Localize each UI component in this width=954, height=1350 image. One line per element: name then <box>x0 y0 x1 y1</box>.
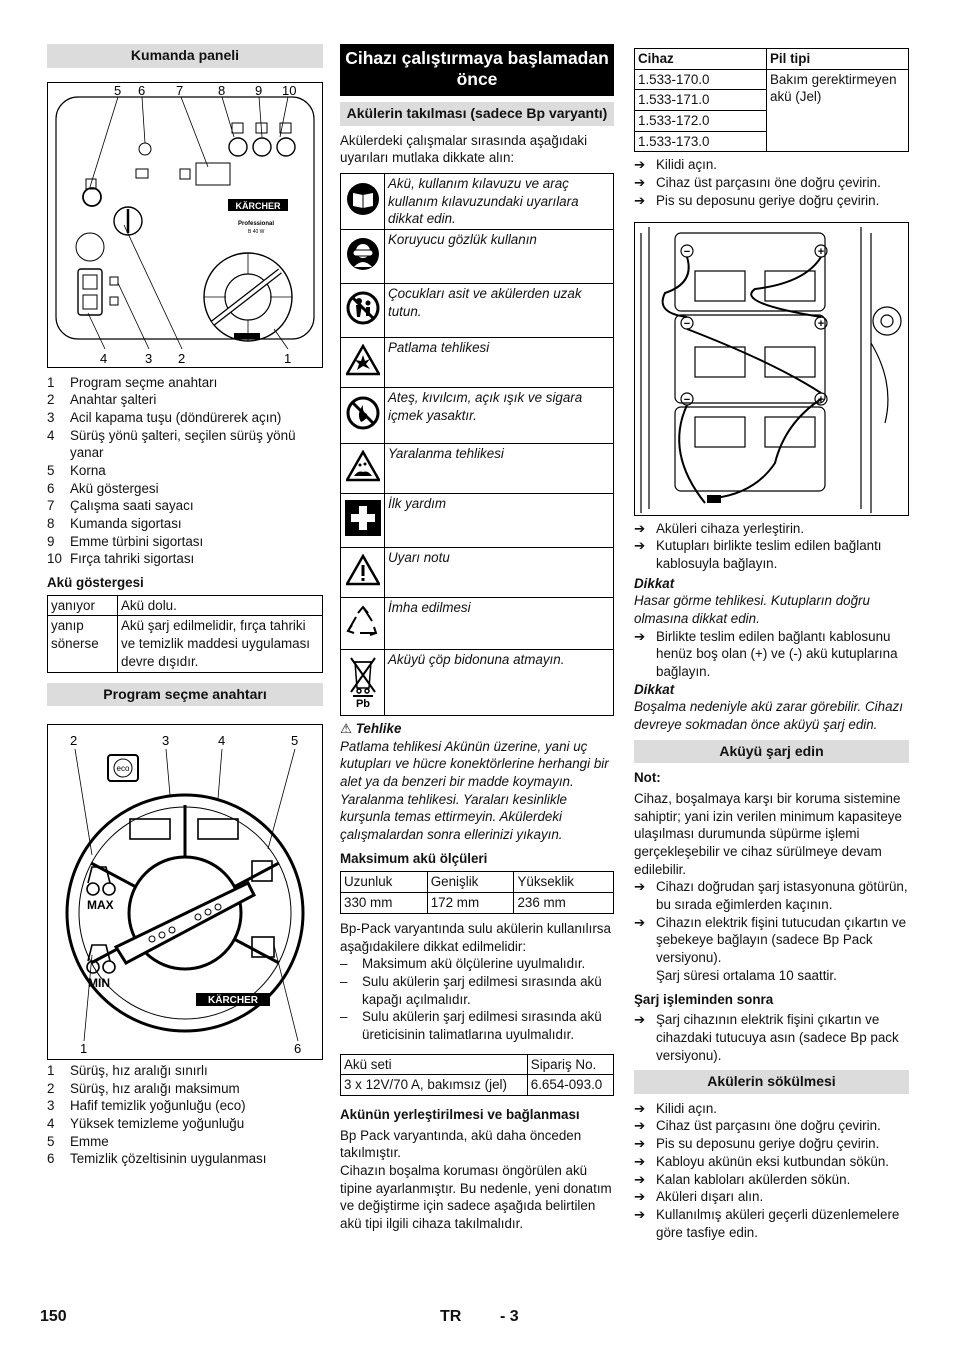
plus-terminal: + <box>817 393 825 406</box>
callout-6: 6 <box>138 82 146 98</box>
control-panel-list <box>47 374 323 569</box>
control-panel-heading: Kumanda paneli <box>47 44 323 68</box>
minus-terminal: − <box>683 245 691 258</box>
list-item: ➔ Kalan kabloları akülerden sökün. <box>634 1171 851 1187</box>
danger-triangle-icon: ⚠ <box>340 720 353 736</box>
no-trash-bin-icon <box>346 652 380 708</box>
list-item: 3 Acil kapama tuşu (döndürerek açın) <box>47 409 282 425</box>
panel-model-1: Professional <box>238 220 275 227</box>
list-item: 2 Anahtar şalteri <box>47 392 157 408</box>
placement-text-1: Bp Pack varyantında, akü daha önceden takılmıştır. <box>340 1127 582 1161</box>
arrow-right-icon: ➔ <box>634 1153 646 1169</box>
list-item: 4 Yüksek temizleme yoğunluğu <box>47 1116 245 1132</box>
panel-model-2: B 40 W <box>248 228 265 235</box>
steps-open <box>634 156 909 209</box>
callout-8: 8 <box>218 82 226 98</box>
caution-2-title: Dikkat <box>634 681 675 697</box>
callout-3: 3 <box>145 350 153 366</box>
column-left <box>47 44 323 1168</box>
keep-children-away-icon <box>346 291 380 325</box>
table-row: Pb Aküyü çöp bidonuna atmayın. <box>341 649 614 715</box>
arrow-right-icon: ➔ <box>634 1189 646 1205</box>
table-row: Akü, kullanım kılavuzu ve araç kullanım kılavuzundaki uyarılara dikkat edin. <box>341 173 614 229</box>
callout-7: 7 <box>176 82 184 98</box>
table-row: yanıyor Akü dolu. <box>48 595 323 616</box>
list-item: ➔ Aküleri cihaza yerleştirin. <box>634 520 805 536</box>
list-item: 5 Emme <box>47 1133 109 1149</box>
panel-brand: KÄRCHER <box>235 200 281 211</box>
arrow-right-icon: ➔ <box>634 157 646 173</box>
table-row: Çocukları asit ve akülerden uzak tutun. <box>341 283 614 337</box>
table-row: Yaralanma tehlikesi <box>341 443 614 493</box>
list-item: 9 Emme türbini sigortası <box>47 533 204 549</box>
note-title: Not: <box>634 770 661 786</box>
dial-callout-2: 2 <box>70 733 78 748</box>
arrow-right-icon: ➔ <box>634 538 646 554</box>
battery-compartment-figure <box>634 222 909 516</box>
table-row: Uzunluk Genişlik Yükseklik <box>341 872 614 893</box>
eco-label: eco <box>116 764 130 773</box>
list-item: ➔ Cihazı doğrudan şarj istasyonuna götürün, bu sırada eğimlerden kaçının. <box>634 879 908 913</box>
max-label: MAX <box>87 898 114 912</box>
charge-heading: Aküyü şarj edin <box>634 740 909 764</box>
dial-callout-3: 3 <box>162 733 170 748</box>
column-right <box>634 44 909 1241</box>
page-number: 150 <box>40 1308 67 1325</box>
note-text: Cihaz, boşalmaya karşı bir koruma sistemine sahiptir; yani izin verilen minimum kapasiteye ulaşılması durumunda süpürme işlemi gerçekleşebilir ve cihaz sürülmeye devam edilebilir. <box>634 790 902 877</box>
battery-indicator-heading: Akü göstergesi <box>47 575 144 591</box>
arrow-right-icon: ➔ <box>634 1012 646 1028</box>
list-item: ➔ Cihaz üst parçasını öne doğru çevirin. <box>634 1118 881 1134</box>
minus-terminal: − <box>683 393 691 406</box>
list-item: – Maksimum akü ölçülerine uyulmalıdır. <box>340 956 586 972</box>
list-item: 6 Temizlik çözeltisinin uygulanması <box>47 1151 267 1167</box>
table-row: 3 x 12V/70 A, bakımsız (jel) 6.654-093.0 <box>341 1075 614 1096</box>
list-item: ➔ Aküleri dışarı alın. <box>634 1189 764 1205</box>
callout-2: 2 <box>178 350 186 366</box>
table-row: Koruyucu gözlük kullanın <box>341 229 614 283</box>
list-item: 8 Kumanda sigortası <box>47 516 182 531</box>
arrow-right-icon: ➔ <box>634 1136 646 1152</box>
table-row: 1.533-172.0 <box>635 111 909 132</box>
callout-9: 9 <box>255 82 263 98</box>
table-row: İlk yardım <box>341 493 614 547</box>
page-title: Cihazı çalıştırmaya başlamadan önce <box>340 44 614 96</box>
steps-charge <box>634 878 909 984</box>
battery-indicator-table <box>47 595 323 673</box>
dimensions-table <box>340 871 614 913</box>
list-item: 6 Akü göstergesi <box>47 480 159 496</box>
table-row: Uyarı notu <box>341 547 614 597</box>
language-code: TR <box>440 1308 462 1325</box>
arrow-right-icon: ➔ <box>634 1100 646 1116</box>
table-row: Akü seti Sipariş No. <box>341 1054 614 1075</box>
battery-set-table <box>340 1054 614 1096</box>
dial-callout-1: 1 <box>80 1041 88 1056</box>
battery-type-table <box>634 48 909 152</box>
pb-label: Pb <box>355 698 370 709</box>
no-fire-icon <box>346 396 380 430</box>
list-item: ➔ Cihazın elektrik fişini tutucudan çıkartın ve şebekeye bağlayın (sadece Bp Pack versiyonu). <box>634 914 907 966</box>
list-item: 7 Çalışma saati sayacı <box>47 498 194 514</box>
battery-install-heading: Akülerin takılması (sadece Bp varyantı) <box>340 102 614 126</box>
dial-callout-6: 6 <box>294 1041 302 1056</box>
arrow-right-icon: ➔ <box>634 1171 646 1187</box>
arrow-right-icon: ➔ <box>634 1206 646 1222</box>
goggles-icon <box>346 237 380 271</box>
danger-text: Patlama tehlikesi Akünün üzerine, yani uç kutupları ve hücre konektörlerine herhangi bir alet ya da benzeri bir madde koymayın. Yaralanma tehlikesi. Yaraları kesinlikle kurşunla temas ettirmeyin. Akülerdeki çalışmalardan sonra ellerinizi yıkayın. <box>340 738 609 843</box>
caution-2-text: Boşalma nedeniyle akü zarar görebilir. Cihazı devreye sokmadan önce aküyü şarj edin. <box>634 699 903 733</box>
warning-triangle-icon <box>346 554 380 586</box>
danger-block <box>340 720 614 844</box>
caution-1-title: Dikkat <box>634 575 675 591</box>
list-item: ➔ Kilidi açın. <box>634 157 718 173</box>
list-item: ➔ Kutupları birlikte teslim edilen bağlantı kablosuyla bağlayın. <box>634 538 882 571</box>
list-item: 2 Sürüş, hız aralığı maksimum <box>47 1080 240 1096</box>
recycle-icon <box>346 605 380 637</box>
table-row: Cihaz Pil tipi <box>635 49 909 70</box>
steps-insert <box>634 520 909 573</box>
minus-terminal: − <box>683 317 691 330</box>
control-panel-drawing <box>48 83 322 367</box>
plus-terminal: + <box>817 317 825 330</box>
arrow-right-icon: ➔ <box>634 914 646 930</box>
table-row: İmha edilmesi <box>341 597 614 649</box>
explosion-icon <box>346 344 380 376</box>
table-row: 330 mm 172 mm 236 mm <box>341 893 614 914</box>
arrow-right-icon: ➔ <box>634 175 646 191</box>
program-dial-drawing <box>48 725 322 1059</box>
program-dial-figure <box>47 724 323 1060</box>
list-item: 4 Sürüş yönü şalteri, seçilen sürüş yönü yanar <box>47 427 296 461</box>
after-charge-heading: Şarj işleminden sonra <box>634 991 774 1007</box>
table-row: 1.533-171.0 <box>635 90 909 111</box>
callout-10: 10 <box>282 82 297 98</box>
danger-title: ⚠ Tehlike <box>340 720 402 736</box>
callout-1: 1 <box>284 350 292 366</box>
table-row: Patlama tehlikesi <box>341 337 614 387</box>
table-row: Ateş, kıvılcım, açık ışık ve sigara içmek yasaktır. <box>341 387 614 443</box>
list-item: 3 Hafif temizlik yoğunluğu (eco) <box>47 1098 246 1114</box>
acid-burn-icon <box>346 450 380 482</box>
max-dimensions-heading: Maksimum akü ölçüleri <box>340 850 488 866</box>
arrow-right-icon: ➔ <box>634 520 646 536</box>
placement-text-2: Cihazın boşalma koruması öngörülen akü tipine ayarlanmıştır. Bu nedenle, yeni donatım ve değiştirme için sadece aşağıda belirtilen akü tipi ilgili cihaza takılmalıdır. <box>340 1163 612 1232</box>
list-item: – Sulu akülerin şarj edilmesi sırasında akü üreticisinin talimatlarına uyulmalıdır. <box>340 1009 602 1042</box>
column-middle <box>340 44 614 1233</box>
list-item: 1 Program seçme anahtarı <box>47 374 218 390</box>
safety-symbols-table <box>340 173 614 716</box>
removal-heading: Akülerin sökülmesi <box>634 1070 909 1094</box>
table-row: yanıp sönerse Akü şarj edilmelidir, fırça tahriki ve temizlik maddesi uygulaması devre dışıdır. <box>48 616 323 672</box>
battery-compartment-drawing <box>635 223 908 515</box>
callout-5: 5 <box>114 82 122 98</box>
list-item: ➔ Birlikte teslim edilen bağlantı kablosunu henüz boş olan (+) ve (-) akü kutuplarına bağlayın. <box>634 628 898 679</box>
plus-terminal: + <box>817 245 825 258</box>
steps-removal <box>634 1100 909 1242</box>
list-item: – Sulu akülerin şarj edilmesi sırasında akü kapağı açılmalıdır. <box>340 973 602 1007</box>
placement-heading: Akünün yerleştirilmesi ve bağlanması <box>340 1107 580 1122</box>
min-label: MIN <box>88 976 110 990</box>
list-item: 10 Fırça tahriki sigortası <box>47 551 195 567</box>
dial-callout-5: 5 <box>291 733 299 748</box>
dial-callout-4: 4 <box>218 733 226 748</box>
list-item: ➔ Cihaz üst parçasını öne doğru çevirin. <box>634 175 881 191</box>
arrow-right-icon: ➔ <box>634 628 646 644</box>
wet-battery-intro: Bp-Pack varyantında sulu akülerin kullanılırsa aşağıdakilere dikkat edilmelidir: <box>340 920 611 954</box>
charge-time: Şarj süresi ortalama 10 saattir. <box>656 967 837 983</box>
first-aid-icon <box>345 500 381 536</box>
callout-4: 4 <box>100 350 108 366</box>
list-item: 5 Korna <box>47 462 106 478</box>
manual-icon <box>346 182 380 216</box>
arrow-right-icon: ➔ <box>634 1118 646 1134</box>
caution-1-text: Hasar görme tehlikesi. Kutupların doğru olmasına dikkat edin. <box>634 593 870 626</box>
wet-battery-list <box>340 955 614 1043</box>
intro-text: Akülerdeki çalışmalar sırasında aşağıdaki uyarıları mutlaka dikkate alın: <box>340 132 588 166</box>
arrow-right-icon: ➔ <box>634 192 646 208</box>
list-item: ➔ Kilidi açın. <box>634 1100 718 1116</box>
program-switch-list <box>47 1062 323 1168</box>
table-row: 1.533-173.0 <box>635 131 909 152</box>
list-item: ➔ Pis su deposunu geriye doğru çevirin. <box>634 192 880 208</box>
list-item: ➔ Pis su deposunu geriye doğru çevirin. <box>634 1136 880 1152</box>
list-item: 1 Sürüş, hız aralığı sınırlı <box>47 1063 208 1078</box>
list-item: ➔ Kullanılmış aküleri geçerli düzenlemelere göre tasfiye edin. <box>634 1206 900 1240</box>
table-row: 1.533-170.0 Bakım gerektirmeyen akü (Jel) <box>635 69 909 90</box>
sub-page-number: - 3 <box>500 1308 519 1325</box>
list-item: ➔ Kabloyu akünün eksi kutbundan sökün. <box>634 1153 890 1169</box>
program-switch-heading: Program seçme anahtarı <box>47 683 323 707</box>
list-item: ➔ Şarj cihazının elektrik fişini çıkartın ve cihazdaki tutucuya asın (sadece Bp pack versiyonu). <box>634 1012 899 1063</box>
control-panel-figure <box>47 82 323 368</box>
dial-brand: KÄRCHER <box>208 995 258 1006</box>
arrow-right-icon: ➔ <box>634 879 646 895</box>
